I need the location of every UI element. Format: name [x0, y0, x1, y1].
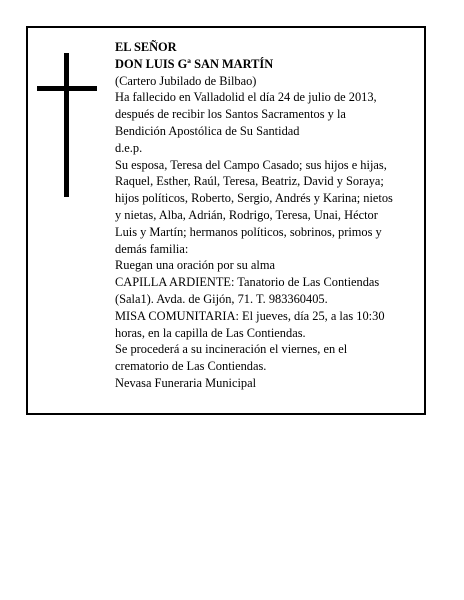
family-line-6: demás familia: [115, 241, 189, 256]
cross-icon [37, 53, 97, 197]
capilla-line-2: (Sala1). Avda. de Gijón, 71. T. 983360405. [115, 291, 328, 306]
cremation-line-1: Se procederá a su incineración el viernes, en el [115, 342, 348, 357]
cremation-line-2: crematorio de Las Contiendas. [115, 359, 267, 374]
misa-line-1: MISA COMUNITARIA: El jueves, día 25, a las 10:30 [115, 308, 385, 323]
family-line-1: Su esposa, Teresa del Campo Casado; sus hijos e hijas, [115, 157, 387, 172]
capilla-line-1: CAPILLA ARDIENTE: Tanatorio de Las Contiendas [115, 275, 380, 290]
prayer-request: Ruegan una oración por su alma [115, 258, 275, 273]
family-line-5: Luis y Martín; hermanos políticos, sobrinos, primos y [115, 224, 382, 239]
death-notice-line-2: después de recibir los Santos Sacramentos y la [115, 107, 346, 122]
family-line-4: y nietas, Alba, Adrián, Rodrigo, Teresa, Unai, Héctor [115, 207, 378, 222]
cross-vertical-bar [64, 53, 69, 197]
notice-text [115, 39, 420, 392]
cross-horizontal-bar [37, 86, 97, 91]
family-line-2: Raquel, Esther, Raúl, Teresa, Beatriz, David y Soraya; [115, 174, 384, 189]
deceased-name: DON LUIS Gª SAN MARTÍN [115, 56, 274, 71]
family-line-3: hijos políticos, Roberto, Sergio, Andrés y Karina; nietos [115, 191, 393, 206]
deceased-occupation: (Cartero Jubilado de Bilbao) [115, 73, 257, 88]
dep-text: d.e.p. [115, 140, 143, 155]
misa-line-2: horas, en la capilla de Las Contiendas. [115, 325, 306, 340]
notice-title: EL SEÑOR [115, 40, 177, 54]
funeral-home: Nevasa Funeraria Municipal [115, 375, 257, 390]
death-notice-line-3: Bendición Apostólica de Su Santidad [115, 123, 300, 138]
death-notice-line-1: Ha fallecido en Valladolid el día 24 de julio de 2013, [115, 90, 377, 105]
